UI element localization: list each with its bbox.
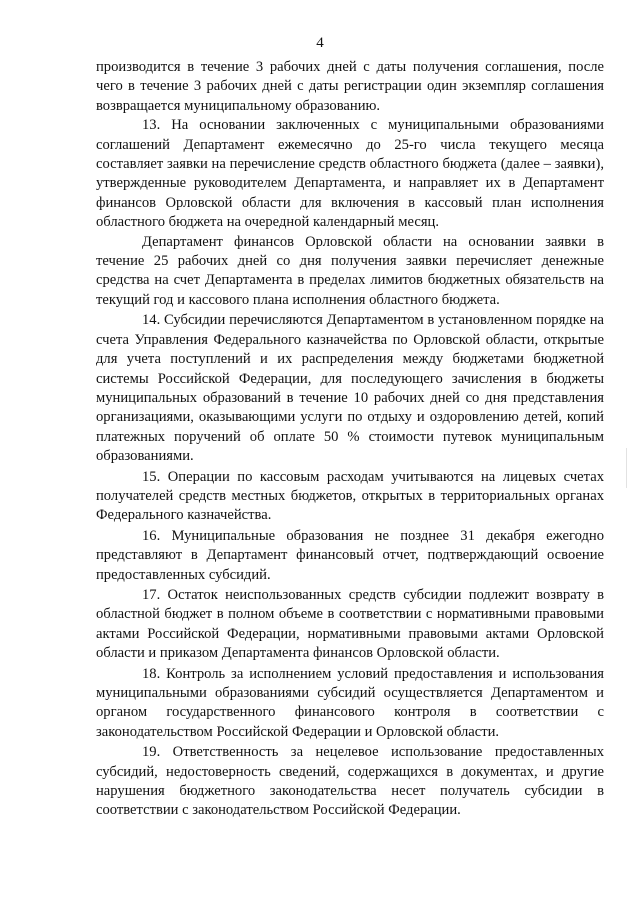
paragraph-item-19: 19. Ответственность за нецелевое использование предоставленных субсидий, недостоверность сведений, содержащихся в документах, и другие нарушения бюджетного законодательства несет получатель субсидии в соответствии с законодательством Российской Федерации. bbox=[96, 744, 604, 819]
paragraph-item-16: 16. Муниципальные образования не позднее 31 декабря ежегодно представляют в Департамент финансовый отчет, подтверждающий освоение предоставленных субсидий. bbox=[96, 527, 604, 583]
paragraph-item-13: 13. На основании заключенных с муниципальными образованиями соглашений Департамент ежемесячно до 25-го числа текущего месяца составляет заявки на перечисление средств областного бюджета (далее – заявки), утвержденные руководителем Департамента, и направляет их в Департамент финансов Орловской области для включения в кассовый план исполнения областного бюджета на очередной календарный месяц. bbox=[96, 117, 604, 231]
paragraph-item-17: 17. Остаток неиспользованных средств субсидии подлежит возврату в областной бюджет в полном объеме в соответствии с нормативными правовыми актами Российской Федерации, нормативными правовыми актами Орловской области и приказом Департамента финансов Орловской области. bbox=[96, 586, 604, 662]
paragraph-item-14: 14. Субсидии перечисляются Департаментом в установленном порядке на счета Управления Федерального казначейства по Орловской области, открытые для учета поступлений и их распределения между бюджетами бюджетной системы Российской Федерации, для последующего зачисления в бюджеты муниципальных образований в течение 10 рабочих дней со дня представления организациями, оказывающими услуги по отдыху и оздоровлению детей, копий платежных поручений об оплате 50 % стоимости путевок муниципальным образованиями. bbox=[96, 312, 604, 465]
document-body bbox=[96, 58, 604, 821]
page-number: 4 bbox=[316, 35, 324, 51]
paragraph-item-13-continued: Департамент финансов Орловской области на основании заявки в течение 25 рабочих дней со дня получения заявки перечисляет денежные средства на счет Департамента в пределах лимитов бюджетных обязательств на текущий год и кассового плана исполнения областного бюджета. bbox=[96, 233, 604, 308]
paragraph-continuation: производится в течение 3 рабочих дней с даты получения соглашения, после чего в течение 3 рабочих дней с даты регистрации один экземпляр соглашения возвращается муниципальному образованию. bbox=[96, 59, 604, 114]
paragraph-item-18: 18. Контроль за исполнением условий предоставления и использования муниципальными образованиями субсидий осуществляется Департаментом и органом государственного финансового контроля в соответствии с законодательством Российской Федерации и Орловской области. bbox=[96, 665, 604, 740]
scan-margin-mark bbox=[626, 448, 627, 488]
paragraph-item-15: 15. Операции по кассовым расходам учитываются на лицевых счетах получателей средств местных бюджетов, открытых в территориальных органах Федерального казначейства. bbox=[96, 468, 604, 524]
